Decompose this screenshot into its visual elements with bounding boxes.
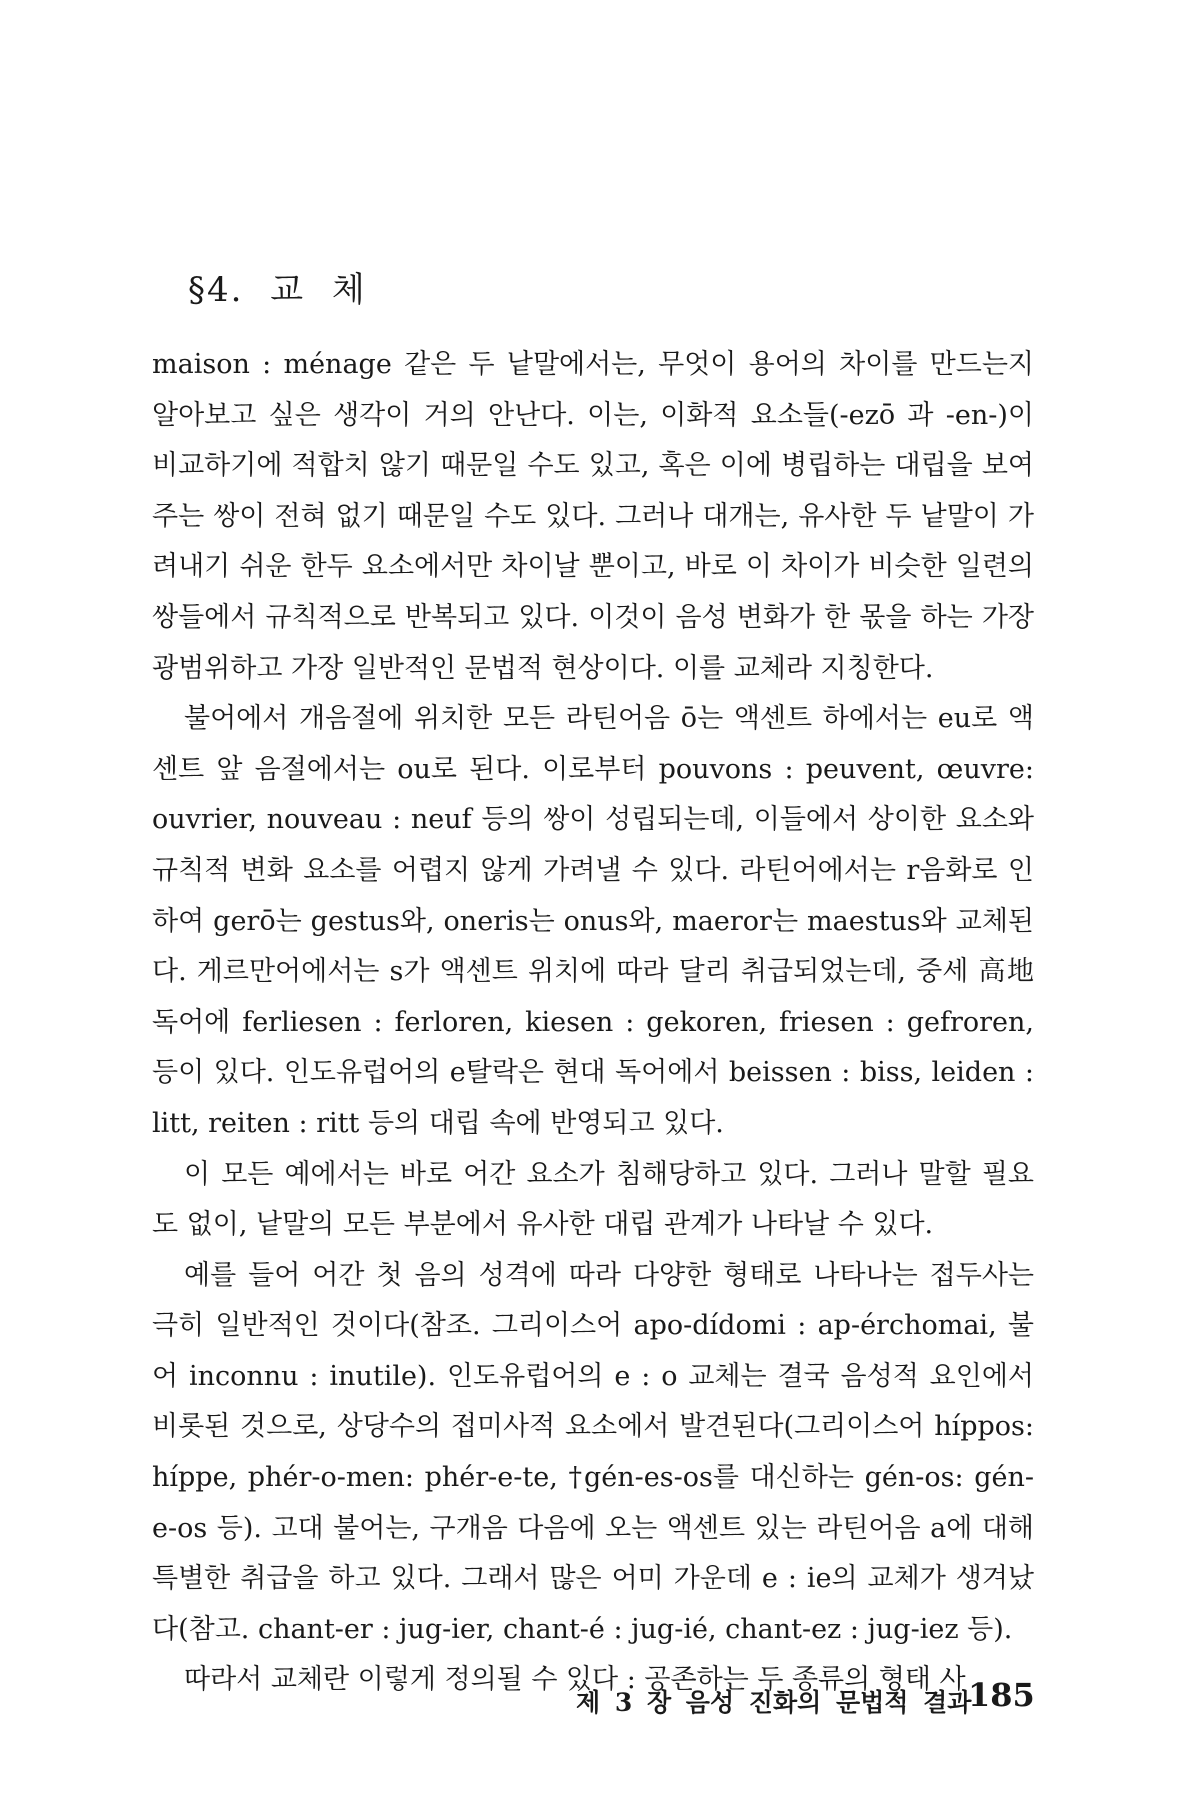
page-number: 185 — [968, 1676, 1035, 1714]
paragraph: 예를 들어 어간 첫 음의 성격에 따라 다양한 형태로 나타나는 접두사는 극히 일반적인 것이다(참조. 그리이스어 apo-dídomi : ap-érchomai, 불어 inconnu : inutile). 인도유럽어의 e : o 교체는 결국 음성적 요인에서 비롯된 것으로, 상당수의 접미사적 요소에서 발견된다(그리이스어 híppos: híppe, phér-o-men: phér-e-te, †gén-es-os를 대신하는 gén-os: gén-e-os 등). 고대 불어는, 구개음 다음에 오는 액센트 있는 라틴어음 a에 대해 특별한 취급을 하고 있다. 그래서 많은 어미 가운데 e : ie의 교체가 생겨났다(참고. chant-er : jug-ier, chant-é : jug-ié, chant-ez : jug-iez 등). — [152, 1259, 1034, 1645]
paragraph: 따라서 교체란 이렇게 정의될 수 있다 : 공존하는 두 종류의 형태 사 — [184, 1664, 966, 1696]
paragraph: 이 모든 예에서는 바로 어간 요소가 침해당하고 있다. 그러나 말할 필요도 없이, 낱말의 모든 부분에서 유사한 대립 관계가 나타날 수 있다. — [152, 1158, 1034, 1241]
section-heading: §4. 교 체 — [188, 270, 367, 310]
paragraph: maison : ménage 같은 두 낱말에서는, 무엇이 용어의 차이를 만드는지 알아보고 싶은 생각이 거의 안난다. 이는, 이화적 요소들(-ezō 과 -en-)이 비교하기에 적합치 않기 때문일 수도 있고, 혹은 이에 병립하는 대립을 보여주는 쌍이 전혀 없기 때문일 수도 있다. 그러나 대개는, 유사한 두 낱말이 가려내기 쉬운 한두 요소에서만 차이날 뿐이고, 바로 이 차이가 비슷한 일련의 쌍들에서 규칙적으로 반복되고 있다. 이것이 음성 변화가 한 몫을 하는 가장 광범위하고 가장 일반적인 문법적 현상이다. 이를 교체라 지칭한다. — [152, 349, 1034, 684]
running-footer: 제 3 장 음성 진화의 문법적 결과 — [576, 1688, 972, 1717]
paragraph: 불어에서 개음절에 위치한 모든 라틴어음 ō는 액센트 하에서는 eu로 액센트 앞 음절에서는 ou로 된다. 이로부터 pouvons : peuvent, œuvre: ouvrier, nouveau : neuf 등의 쌍이 성립되는데, 이들에서 상이한 요소와 규칙적 변화 요소를 어렵지 않게 가려낼 수 있다. 라틴어에서는 r음화로 인하여 gerō는 gestus와, oneris는 onus와, maeror는 maestus와 교체된다. 게르만어에서는 s가 액센트 위치에 따라 달리 취급되었는데, 중세 高地 독어에 ferliesen : ferloren, kiesen : gekoren, friesen : gefroren, 등이 있다. 인도유럽어의 e탈락은 현대 독어에서 beissen : biss, leiden : litt, reiten : ritt 등의 대립 속에 반영되고 있다. — [152, 703, 1034, 1139]
body-text — [152, 340, 1034, 1706]
